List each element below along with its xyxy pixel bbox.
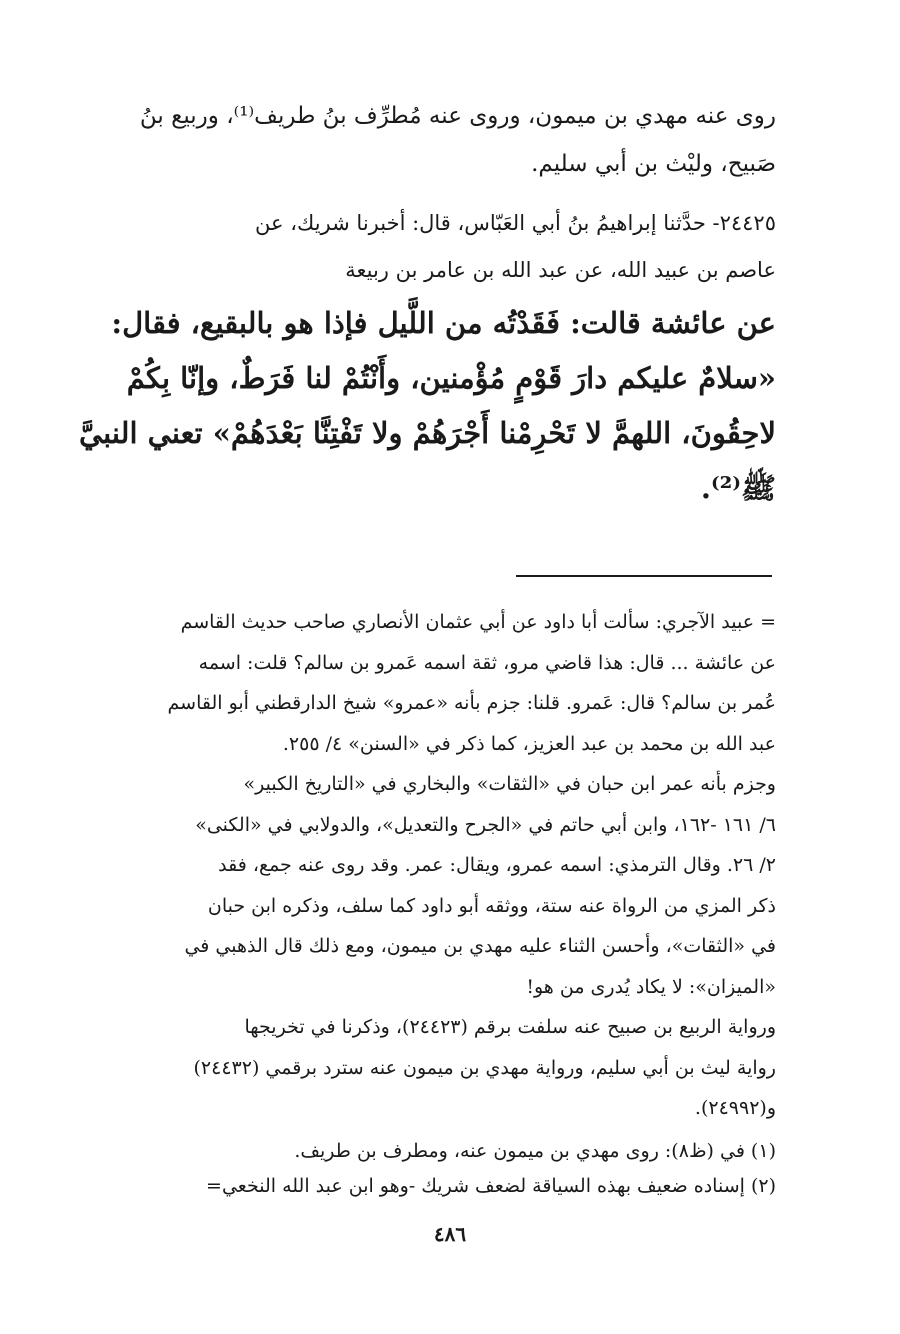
footnote-1: (١) في (ظ٨): روى مهدي بن ميمون عنه، ومطرف بن طريف.: [294, 1140, 776, 1162]
hadith-matn: [76, 296, 776, 516]
matn-line-1: عن عائشة قالت: فَقَدْتُه من اللَّيل فإذا هو بالبقيع، فقال:: [111, 306, 776, 340]
note-line-4: عبد الله بن محمد بن عبد العزيز، كما ذكر في «السنن» ٤/ ٢٥٥.: [282, 732, 776, 755]
footnote-2: (٢) إسناده ضعيف بهذه السياقة لضعف شريك -وهو ابن عبد الله النخعي=: [206, 1175, 776, 1197]
note-line-10: «الميزان»: لا يكاد يُدرى من هو!: [526, 975, 776, 998]
commentary-notes: [76, 602, 776, 1129]
footnote-separator: [516, 575, 772, 577]
note-line-3: عُمر بن سالم؟ قال: عَمرو. قلنا: جزم بأنه «عمرو» شيخ الدارقطني أبو القاسم: [167, 692, 776, 714]
isnad-line-2: عاصم بن عبيد الله، عن عبد الله بن عامر بن ربيعة: [345, 258, 776, 282]
page-number: ٤٨٦: [433, 1222, 467, 1246]
intro-paragraph: [76, 92, 776, 188]
intro-line-2: صَبيح، وليْث بن أبي سليم.: [531, 151, 776, 177]
note-line-13: و(٢٤٩٩٢).: [694, 1097, 776, 1119]
note-line-8: ذكر المزي من الرواة عنه ستة، ووثقه أبو داود كما سلف، وذكره ابن حبان: [207, 894, 776, 917]
note-line-7: ٢/ ٢٦. وقال الترمذي: اسمه عمرو، ويقال: عمر. وقد روى عنه جمع، فقد: [218, 854, 776, 876]
note-line-11: ورواية الربيع بن صبيح عنه سلفت برقم (٢٤٤٢٣)، وذكرنا في تخريجها: [244, 1016, 776, 1038]
note-line-12: رواية ليث بن أبي سليم، ورواية مهدي بن ميمون عنه سترد برقمي (٢٤٤٣٢): [193, 1056, 776, 1079]
note-line-1: = عبيد الآجري: سألت أبا داود عن أبي عثمان الأنصاري صاحب حديث القاسم: [180, 611, 776, 633]
intro-line-1: روى عنه مهدي بن ميمون، وروى عنه مُطرِّف بنُ طريف⁽¹⁾، وربيع بنُ: [139, 103, 776, 129]
matn-line-2: «سلامٌ عليكم دارَ قَوْمٍ مُؤْمنين، وأَنْتُمْ لنا فَرَطٌ، وإنّا بِكُمْ: [126, 361, 776, 395]
isnad-line-1: ٢٤٤٢٥- حدَّثنا إبراهيمُ بنُ أبي العَبّاس، قال: أخبرنا شريك، عن: [255, 211, 776, 235]
note-line-5: وجزم بأنه عمر ابن حبان في «الثقات» والبخاري في «التاريخ الكبير»: [243, 773, 776, 795]
hadith-isnad: [76, 200, 776, 294]
note-line-2: عن عائشة ... قال: هذا قاضي مرو، ثقة اسمه عَمرو بن سالم؟ قلت: اسمه: [198, 651, 776, 674]
footnotes: [76, 1134, 776, 1204]
note-line-9: في «الثقات»، وأحسن الثناء عليه مهدي بن ميمون، ومع ذلك قال الذهبي في: [184, 935, 776, 957]
note-line-6: ٦/ ١٦١ -١٦٢، وابن أبي حاتم في «الجرح والتعديل»، والدولابي في «الكنى»: [195, 813, 776, 836]
matn-line-4: ﷺ⁽²⁾.: [700, 471, 776, 505]
matn-line-3: لاحِقُونَ، اللهمَّ لا تَحْرِمْنا أَجْرَهُمْ ولا تَفْتِنَّا بَعْدَهُمْ» تعني النبيَّ: [78, 416, 776, 450]
